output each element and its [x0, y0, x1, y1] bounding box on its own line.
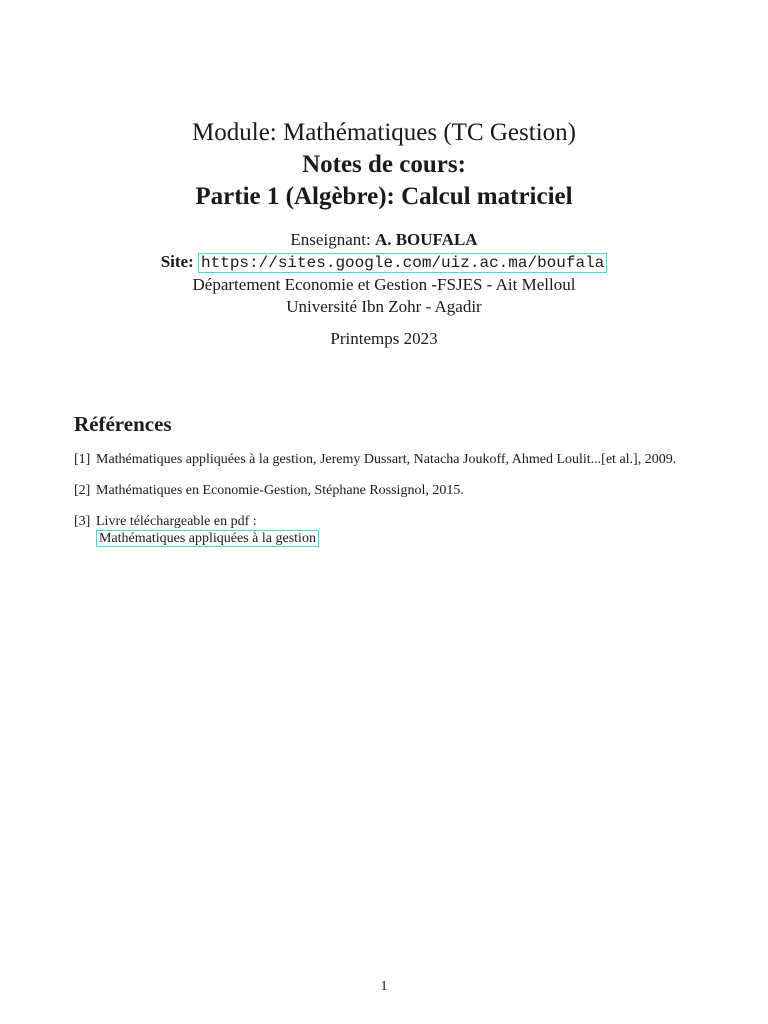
part-title: Partie 1 (Algèbre): Calcul matriciel	[195, 183, 573, 210]
reference-item	[74, 513, 734, 547]
teacher-label: Enseignant:	[290, 230, 371, 249]
reference-text: Livre téléchargeable en pdf :	[96, 514, 257, 529]
reference-item	[74, 451, 734, 468]
site-label: Site:	[160, 252, 194, 271]
reference-item	[74, 482, 734, 499]
university-line: Université Ibn Zohr - Agadir	[286, 297, 482, 316]
notes-title: Notes de cours:	[302, 151, 466, 178]
site-link[interactable]: https://sites.google.com/uiz.ac.ma/boufala	[198, 253, 607, 273]
references-heading: Références	[74, 412, 172, 436]
teacher-line	[0, 229, 768, 251]
reference-number: [3]	[74, 514, 91, 529]
reference-text: Mathématiques en Economie-Gestion, Stéphane Rossignol, 2015.	[96, 483, 464, 498]
teacher-name: A. BOUFALA	[374, 230, 478, 249]
date-line: Printemps 2023	[330, 329, 438, 348]
reference-text: Mathématiques appliquées à la gestion, Jeremy Dussart, Natacha Joukoff, Ahmed Loulit...[et al.], 2009.	[96, 452, 677, 467]
reference-number: [1]	[74, 452, 91, 467]
title-block	[0, 117, 768, 213]
site-line	[0, 251, 768, 274]
module-title: Module: Mathématiques (TC Gestion)	[192, 119, 576, 146]
department-line: Département Economie et Gestion -FSJES - Ait Melloul	[192, 275, 576, 294]
reference-number: [2]	[74, 483, 91, 498]
pdf-book-link[interactable]: Mathématiques appliquées à la gestion	[96, 530, 319, 547]
page-number: 1	[380, 979, 388, 994]
author-info	[0, 229, 768, 318]
references-list	[74, 451, 734, 561]
